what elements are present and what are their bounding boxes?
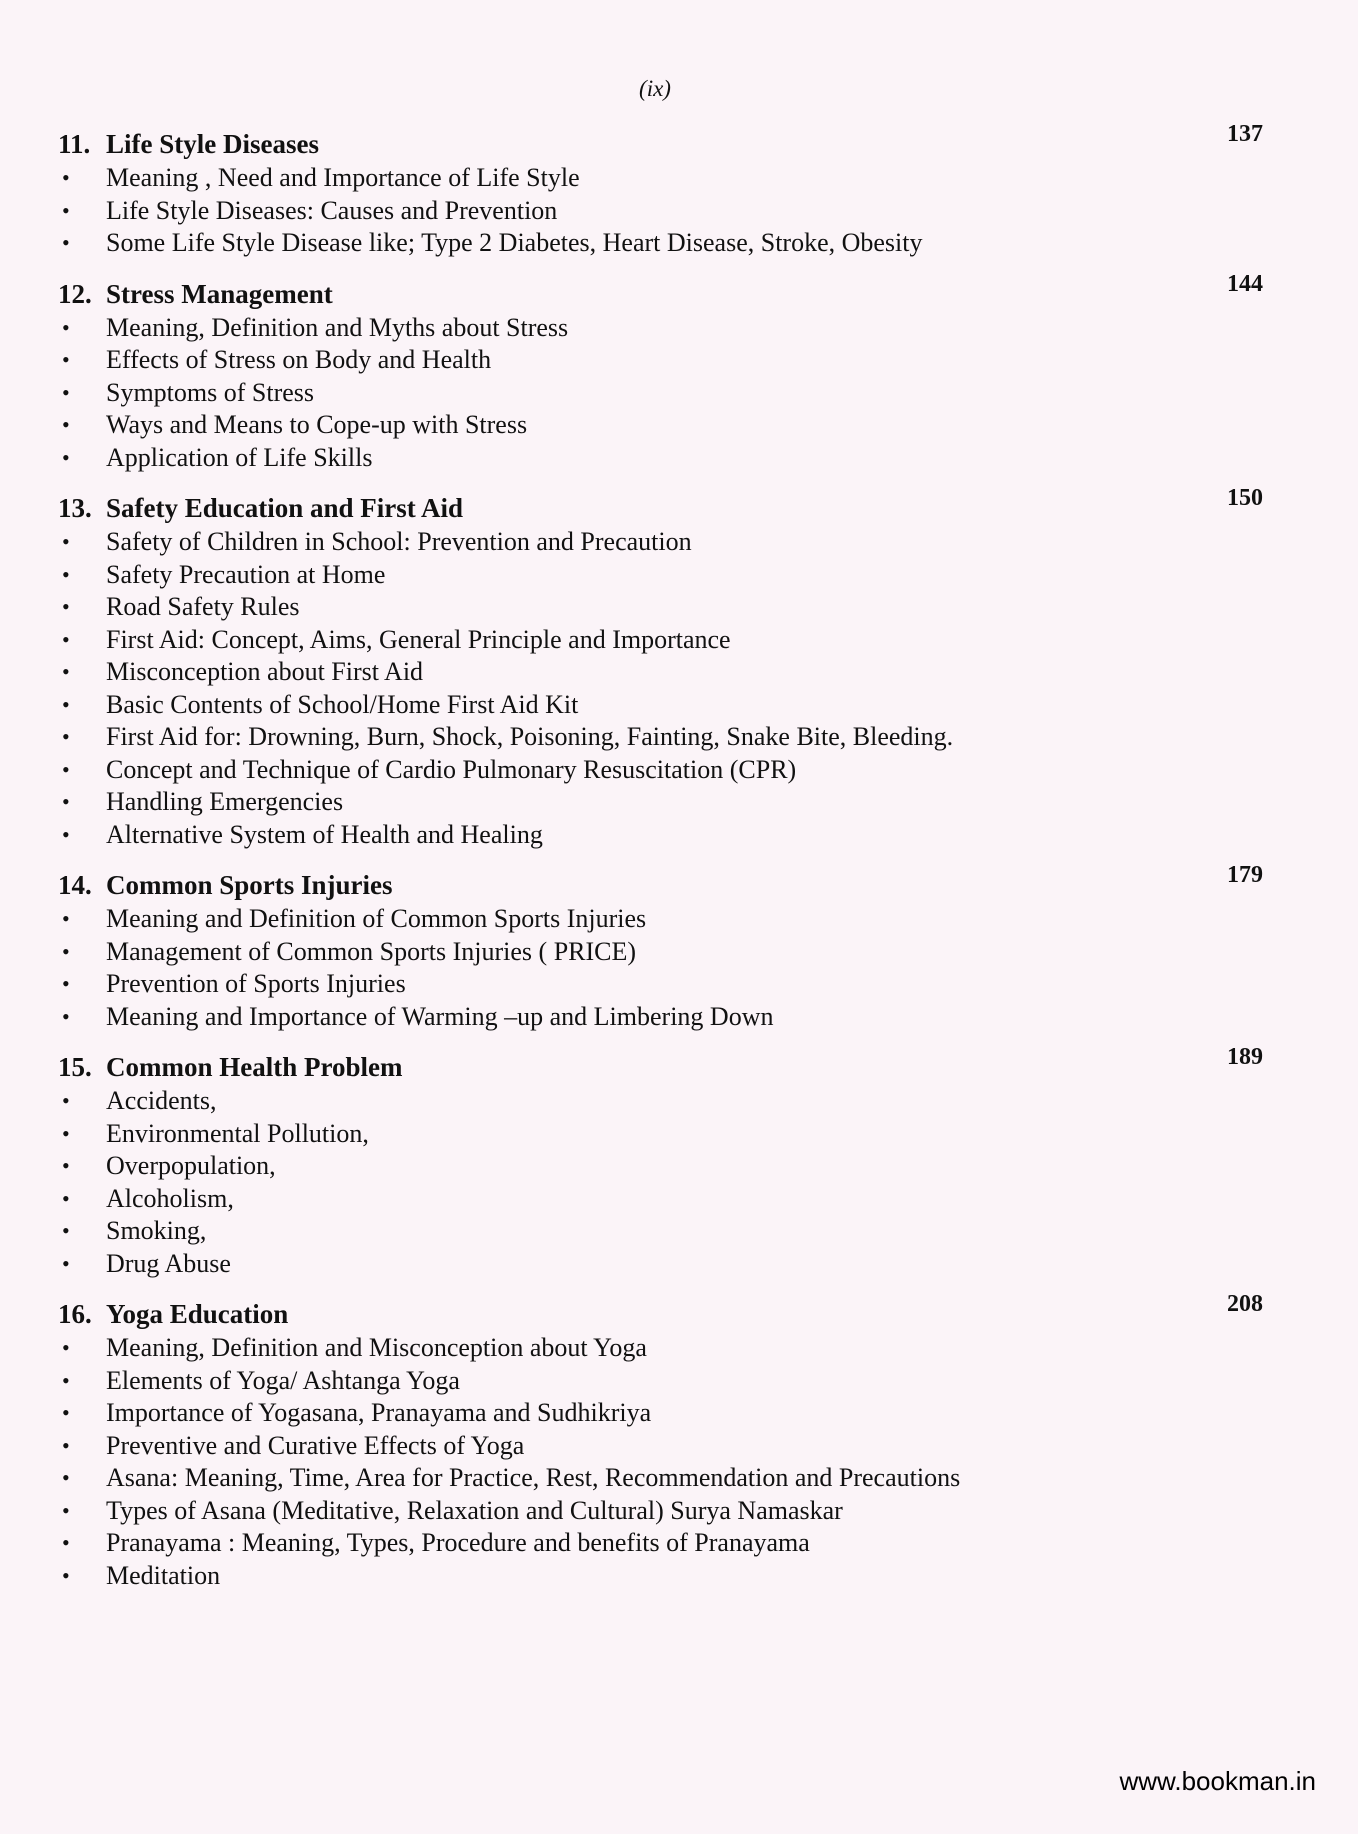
topic-text: Meaning and Definition of Common Sports Injuries <box>106 904 647 933</box>
topic-text: Safety Precaution at Home <box>106 559 386 589</box>
topic-text: First Aid for: Drowning, Burn, Shock, Poisoning, Fainting, Snake Bite, Bleeding. <box>106 722 954 751</box>
topic-text: Road Safety Rules <box>106 592 300 621</box>
topic-text: Meaning and Importance of Warming –up and Limbering Down <box>106 1001 774 1031</box>
topic-item <box>58 227 1263 260</box>
bullet-icon: • <box>62 1250 70 1276</box>
bullet-icon: • <box>62 379 70 405</box>
topic-item <box>58 754 1263 787</box>
topic-text: Preventive and Curative Effects of Yoga <box>106 1430 525 1460</box>
topic-text: Management of Common Sports Injuries ( PRICE) <box>106 936 637 966</box>
chapter-12 <box>58 270 1263 475</box>
topic-item <box>58 526 1263 559</box>
topic-item <box>58 1397 1263 1430</box>
topic-text: Meaning, Definition and Misconception about Yoga <box>106 1333 647 1362</box>
topic-item <box>58 1462 1263 1495</box>
chapter-title: Stress Management <box>106 278 333 309</box>
bullet-icon: • <box>62 347 70 372</box>
bullet-icon: • <box>62 1185 70 1211</box>
topic-text: Ways and Means to Cope-up with Stress <box>106 410 528 439</box>
chapter-title: Common Health Problem <box>106 1052 403 1082</box>
topic-item <box>58 968 1263 1001</box>
chapter-number: 13. <box>58 493 92 523</box>
bullet-icon: • <box>62 971 70 996</box>
bullet-icon: • <box>62 594 70 619</box>
chapter-heading <box>58 485 1263 526</box>
bullet-icon: • <box>62 1497 70 1523</box>
bullet-icon: • <box>62 756 70 782</box>
bullet-icon: • <box>62 626 70 652</box>
chapter-13 <box>58 485 1263 851</box>
topic-item <box>58 1085 1263 1118</box>
topic-item <box>58 1215 1263 1248</box>
chapter-number: 11. <box>58 129 91 159</box>
chapter-heading <box>58 862 1263 903</box>
topic-text: Safety of Children in School: Prevention and Precaution <box>106 527 692 556</box>
topic-text: Life Style Diseases: Causes and Prevention <box>106 195 558 225</box>
bullet-icon: • <box>62 906 70 931</box>
topic-item <box>58 936 1263 969</box>
topic-text: Alternative System of Health and Healing <box>106 819 543 849</box>
bullet-icon: • <box>62 821 70 847</box>
topic-text: Importance of Yogasana, Pranayama and Sudhikriya <box>106 1398 652 1427</box>
topic-text: Effects of Stress on Body and Health <box>106 345 492 374</box>
chapter-number: 14. <box>58 870 92 900</box>
bullet-icon: • <box>62 1465 70 1490</box>
topic-text: Prevention of Sports Injuries <box>106 969 406 998</box>
chapter-heading <box>58 270 1263 312</box>
topic-text: Accidents, <box>106 1086 217 1115</box>
topic-text: Misconception about First Aid <box>106 657 424 686</box>
topic-text: Overpopulation, <box>106 1151 276 1180</box>
bullet-icon: • <box>62 1432 70 1458</box>
topic-item <box>58 1118 1263 1151</box>
bullet-icon: • <box>62 165 70 190</box>
topic-text: Elements of Yoga/ Ashtanga Yoga <box>106 1365 460 1395</box>
topic-item <box>58 1430 1263 1463</box>
topic-text: Types of Asana (Meditative, Relaxation and Cultural) Surya Namaskar <box>106 1495 843 1525</box>
topic-text: Basic Contents of School/Home First Aid Kit <box>106 689 579 719</box>
bullet-icon: • <box>62 412 70 437</box>
chapter-title: Life Style Diseases <box>106 129 319 159</box>
topic-list <box>58 903 1263 1033</box>
bullet-icon: • <box>62 659 70 684</box>
topic-list <box>58 312 1263 475</box>
topic-text: Asana: Meaning, Time, Area for Practice, Rest, Recommendation and Precautions <box>106 1463 961 1492</box>
topic-item <box>58 1183 1263 1216</box>
chapter-14 <box>58 862 1263 1033</box>
bullet-icon: • <box>62 230 70 255</box>
bullet-icon: • <box>62 1400 70 1425</box>
topic-text: Handling Emergencies <box>106 787 344 816</box>
topic-item <box>58 377 1263 410</box>
topic-list <box>58 1332 1263 1592</box>
topic-item <box>58 1365 1263 1398</box>
topic-item <box>58 1560 1263 1593</box>
bullet-icon: • <box>62 314 70 340</box>
topic-item <box>58 903 1263 936</box>
topic-item <box>58 312 1263 345</box>
chapter-page-number: 208 <box>1227 1291 1263 1317</box>
bullet-icon: • <box>62 529 70 554</box>
chapter-page-number: 150 <box>1227 485 1263 511</box>
bullet-icon: • <box>62 789 70 814</box>
bullet-icon: • <box>62 1367 70 1393</box>
topic-item <box>58 819 1263 852</box>
chapter-page-number: 144 <box>1227 270 1263 297</box>
bullet-icon: • <box>62 1218 70 1243</box>
chapter-16 <box>58 1291 1263 1592</box>
topic-item <box>58 344 1263 377</box>
topic-text: Meaning, Definition and Myths about Stress <box>106 312 569 342</box>
chapter-page-number: 179 <box>1227 862 1263 888</box>
bullet-icon: • <box>62 1120 70 1146</box>
topic-item <box>58 624 1263 657</box>
bullet-icon: • <box>62 1562 70 1588</box>
topic-text: Concept and Technique of Cardio Pulmonary Resuscitation (CPR) <box>106 754 797 784</box>
topic-text: Meditation <box>106 1560 221 1590</box>
chapter-15 <box>58 1044 1263 1280</box>
topic-item <box>58 409 1263 442</box>
topic-text: Alcoholism, <box>106 1183 234 1213</box>
topic-text: Environmental Pollution, <box>106 1118 369 1148</box>
topic-item <box>58 559 1263 592</box>
topic-text: Drug Abuse <box>106 1248 231 1278</box>
bullet-icon: • <box>62 691 70 717</box>
topic-text: First Aid: Concept, Aims, General Principle and Importance <box>106 624 731 654</box>
topic-list <box>58 1085 1263 1280</box>
chapter-title: Common Sports Injuries <box>106 870 393 900</box>
topic-list <box>58 162 1263 260</box>
topic-item <box>58 1248 1263 1281</box>
bullet-icon: • <box>62 724 70 749</box>
topic-item <box>58 1495 1263 1528</box>
bullet-icon: • <box>62 938 70 964</box>
topic-text: Symptoms of Stress <box>106 377 315 407</box>
bullet-icon: • <box>62 1530 70 1555</box>
bullet-icon: • <box>62 197 70 223</box>
topic-item <box>58 1150 1263 1183</box>
topic-text: Smoking, <box>106 1216 207 1245</box>
topic-item <box>58 442 1263 475</box>
chapter-heading <box>58 1291 1263 1332</box>
chapter-number: 16. <box>58 1299 92 1329</box>
bullet-icon: • <box>62 444 70 470</box>
topic-item <box>58 689 1263 722</box>
bullet-icon: • <box>62 1088 70 1113</box>
topic-list <box>58 526 1263 851</box>
website-url[interactable]: www.bookman.in <box>1119 1766 1316 1796</box>
chapter-number: 12. <box>58 278 92 309</box>
topic-text: Application of Life Skills <box>106 442 373 472</box>
bullet-icon: • <box>62 1335 70 1360</box>
chapter-heading <box>58 121 1263 162</box>
topic-item <box>58 195 1263 228</box>
table-of-contents <box>58 121 1263 1592</box>
topic-item <box>58 1332 1263 1365</box>
chapter-title: Safety Education and First Aid <box>106 493 464 523</box>
topic-item <box>58 162 1263 195</box>
topic-item <box>58 721 1263 754</box>
topic-item <box>58 656 1263 689</box>
page-number-roman: (ix) <box>639 76 671 101</box>
chapter-page-number: 137 <box>1227 121 1263 147</box>
bullet-icon: • <box>62 561 70 587</box>
chapter-heading <box>58 1044 1263 1085</box>
chapter-page-number: 189 <box>1227 1044 1263 1070</box>
bullet-icon: • <box>62 1003 70 1029</box>
topic-text: Some Life Style Disease like; Type 2 Diabetes, Heart Disease, Stroke, Obesity <box>106 228 923 257</box>
topic-text: Pranayama : Meaning, Types, Procedure and benefits of Pranayama <box>106 1528 810 1557</box>
chapter-11 <box>58 121 1263 260</box>
chapter-title: Yoga Education <box>106 1299 289 1329</box>
chapter-number: 15. <box>58 1052 92 1082</box>
topic-item <box>58 591 1263 624</box>
topic-text: Meaning , Need and Importance of Life Style <box>106 163 580 192</box>
topic-item <box>58 1001 1263 1034</box>
bullet-icon: • <box>62 1153 70 1178</box>
topic-item <box>58 786 1263 819</box>
topic-item <box>58 1527 1263 1560</box>
